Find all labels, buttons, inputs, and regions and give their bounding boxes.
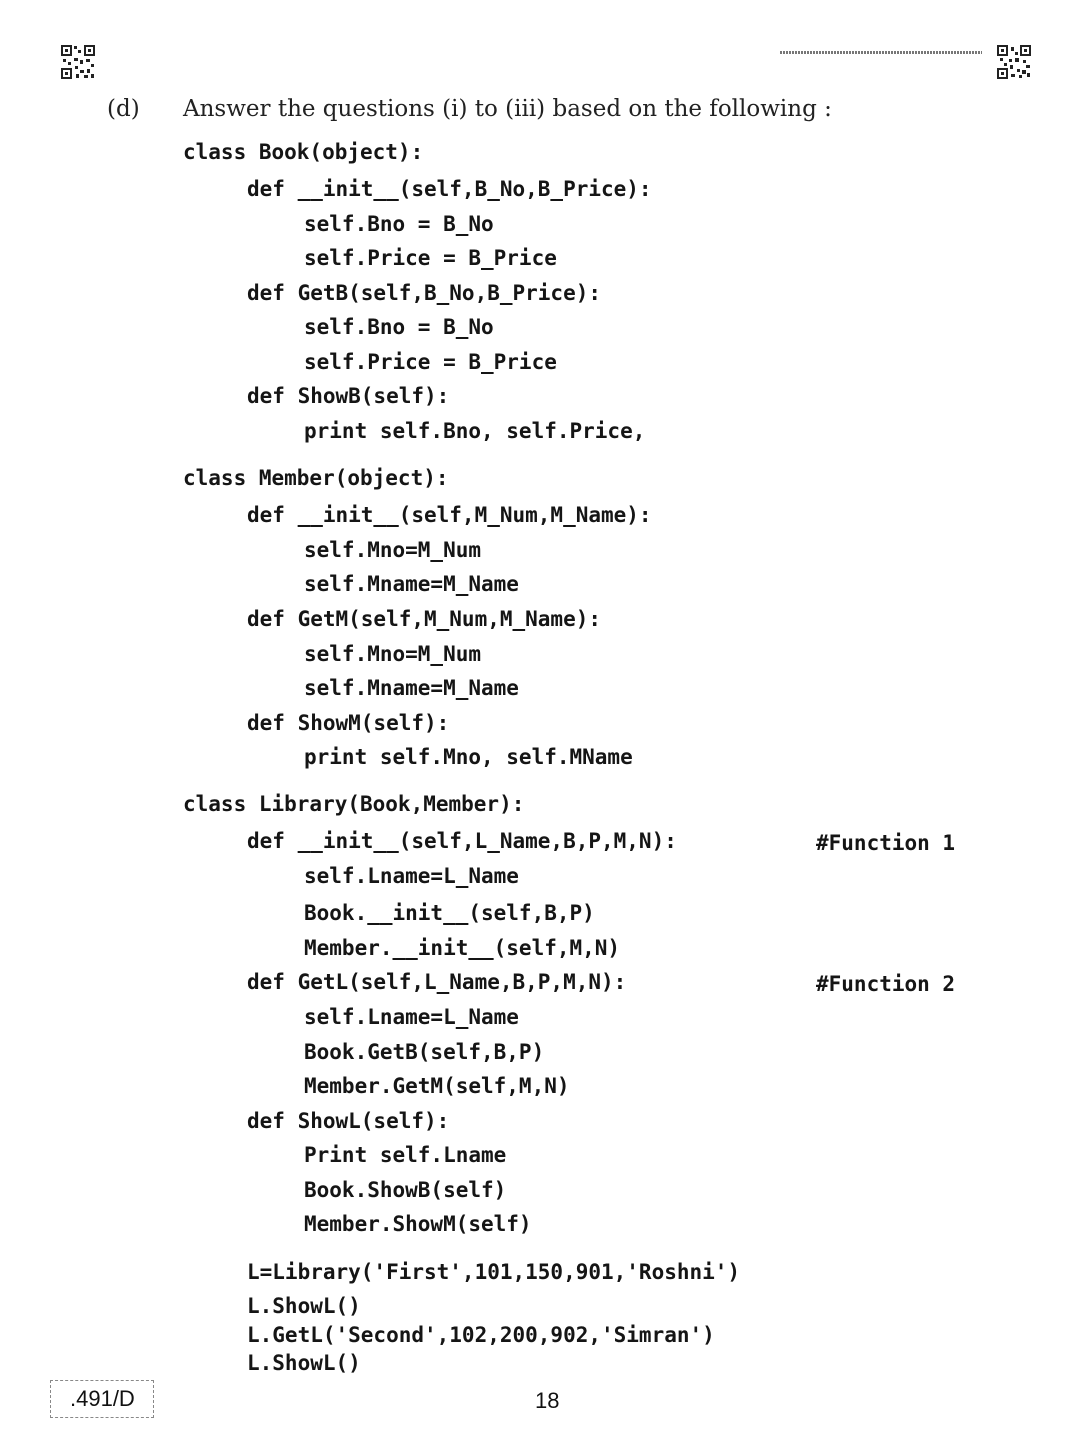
code-line: Book.__init__(self,B,P) bbox=[304, 901, 595, 925]
function-1-comment: #Function 1 bbox=[816, 831, 956, 855]
qr-code-left-icon bbox=[60, 44, 96, 80]
code-line: self.Price = B_Price bbox=[304, 246, 557, 270]
code-line: self.Mno=M_Num bbox=[304, 538, 482, 562]
code-line: class Library(Book,Member): bbox=[183, 792, 525, 816]
header-fine-print bbox=[780, 51, 982, 54]
code-line: def __init__(self,L_Name,B,P,M,N): bbox=[247, 829, 677, 853]
code-line: class Member(object): bbox=[183, 466, 449, 490]
page-number: 18 bbox=[535, 1388, 560, 1413]
code-line: self.Bno = B_No bbox=[304, 212, 494, 236]
code-line: Member.ShowM(self) bbox=[304, 1212, 532, 1236]
code-line: def GetL(self,L_Name,B,P,M,N): bbox=[247, 970, 627, 994]
code-line: self.Lname=L_Name bbox=[304, 864, 519, 888]
qr-code-right-icon bbox=[996, 44, 1032, 80]
code-line: def __init__(self,B_No,B_Price): bbox=[247, 177, 652, 201]
code-line: self.Bno = B_No bbox=[304, 315, 494, 339]
code-line: Book.GetB(self,B,P) bbox=[304, 1040, 545, 1064]
question-text: Answer the questions (i) to (iii) based on the following : bbox=[183, 96, 832, 122]
code-line: print self.Mno, self.MName bbox=[304, 745, 633, 769]
code-line: def __init__(self,M_Num,M_Name): bbox=[247, 503, 652, 527]
code-line: self.Mname=M_Name bbox=[304, 572, 519, 596]
code-line: def GetB(self,B_No,B_Price): bbox=[247, 281, 602, 305]
code-line: Book.ShowB(self) bbox=[304, 1178, 507, 1202]
code-line: L.GetL('Second',102,200,902,'Simran') bbox=[247, 1323, 715, 1347]
code-line: L=Library('First',101,150,901,'Roshni') bbox=[247, 1260, 741, 1284]
code-line: def ShowL(self): bbox=[247, 1109, 450, 1133]
code-line: print self.Bno, self.Price, bbox=[304, 419, 646, 443]
code-line: Member.GetM(self,M,N) bbox=[304, 1074, 570, 1098]
paper-code: .491/D bbox=[70, 1386, 135, 1411]
code-line: class Book(object): bbox=[183, 140, 424, 164]
function-2-comment: #Function 2 bbox=[816, 972, 956, 996]
code-line: self.Mname=M_Name bbox=[304, 676, 519, 700]
question-label: (d) bbox=[107, 96, 140, 122]
code-line: Member.__init__(self,M,N) bbox=[304, 936, 621, 960]
code-line: def GetM(self,M_Num,M_Name): bbox=[247, 607, 602, 631]
code-line: def ShowM(self): bbox=[247, 711, 450, 735]
code-line: Print self.Lname bbox=[304, 1143, 507, 1167]
code-line: self.Lname=L_Name bbox=[304, 1005, 519, 1029]
code-line: L.ShowL() bbox=[247, 1294, 361, 1318]
code-line: self.Price = B_Price bbox=[304, 350, 557, 374]
code-line: def ShowB(self): bbox=[247, 384, 450, 408]
code-line: L.ShowL() bbox=[247, 1351, 361, 1375]
code-line: self.Mno=M_Num bbox=[304, 642, 482, 666]
